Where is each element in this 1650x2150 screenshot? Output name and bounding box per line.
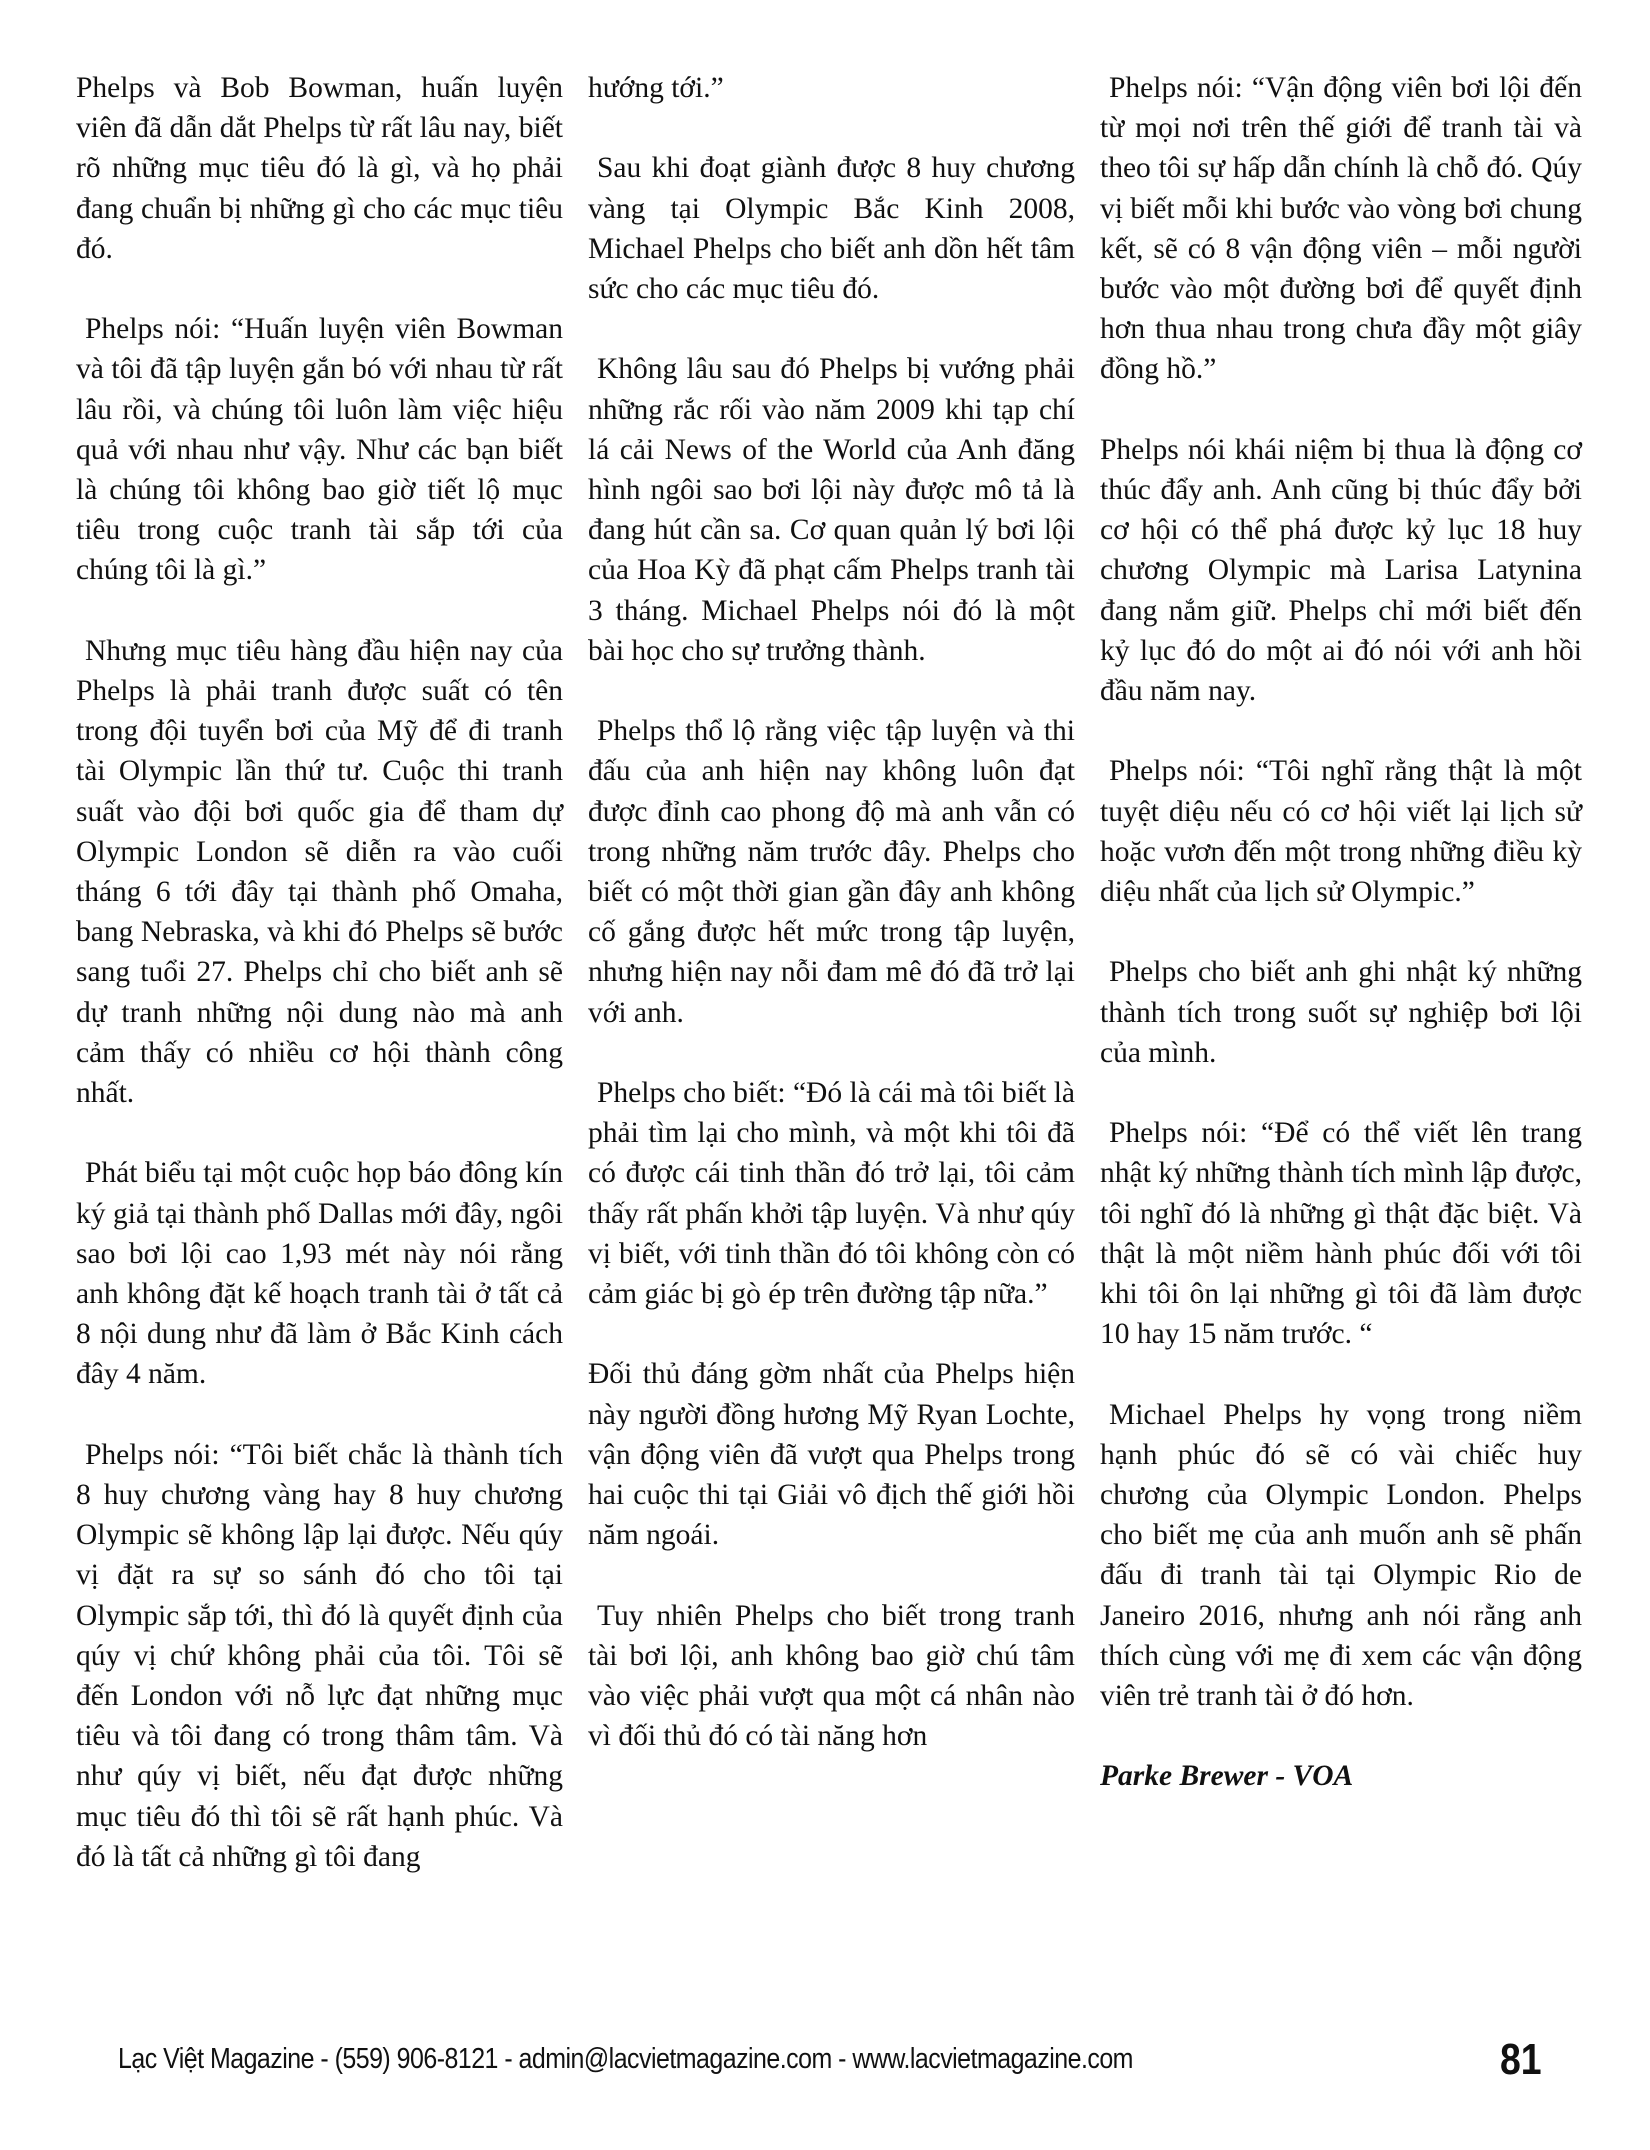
paragraph: Phelps và Bob Bowman, huấn luyện viên đã dẫn dắt Phelps từ rất lâu nay, biết rõ những mục tiêu đó là gì, và họ phải đang chuẩn bị những gì cho các mục tiêu đó. — [76, 72, 563, 265]
paragraph: Phelps nói: “Vận động viên bơi lội đến từ mọi nơi trên thế giới để tranh tài và theo tôi sự hấp dẫn chính là chỗ đó. Qúy vị biết mỗi khi bước vào vòng bơi chung kết, sẽ có 8 vận động viên – mỗi người bước vào một đường bơi để quyết định hơn thua nhau trong chưa đầy một giây đồng hồ.” — [1100, 72, 1582, 386]
footer-contact-info: Lạc Việt Magazine - (559) 906-8121 - admin@lacvietmagazine.com - www.lacvietmagazine.com — [118, 2043, 1133, 2075]
article-column-3 — [1100, 68, 1582, 1797]
article-column-2 — [588, 68, 1075, 1756]
page-footer — [0, 2035, 1650, 2095]
paragraph: Phelps thổ lộ rằng việc tập luyện và thi đấu của anh hiện nay không luôn đạt được đỉnh cao phong độ mà anh vẫn có trong những năm trước đây. Phelps cho biết có một thời gian gần đây anh không cố gắng được hết mức trong tập luyện, nhưng hiện nay nỗi đam mê đó đã trở lại với anh. — [588, 715, 1075, 1029]
paragraph: Phát biểu tại một cuộc họp báo đông kín ký giả tại thành phố Dallas mới đây, ngôi sao bơi lội cao 1,93 mét này nói rằng anh không đặt kế hoạch tranh tài ở tất cả 8 nội dung như đã làm ở Bắc Kinh cách đây 4 năm. — [76, 1157, 563, 1391]
paragraph: Phelps nói: “Tôi biết chắc là thành tích 8 huy chương vàng hay 8 huy chương Olympic sẽ không lập lại được. Nếu qúy vị đặt ra sự so sánh đó cho tôi tại Olympic sắp tới, thì đó là quyết định của qúy vị chứ không phải của tôi. Tôi sẽ đến London với nỗ lực đạt những mục tiêu và tôi đang có trong thâm tâm. Và như qúy vị biết, nếu đạt được những mục tiêu đó thì tôi sẽ rất hạnh phúc. Và đó là tất cả những gì tôi đang — [76, 1438, 563, 1873]
page-number: 81 — [1500, 2035, 1542, 2084]
paragraph: Phelps nói: “Tôi nghĩ rằng thật là một tuyệt diệu nếu có cơ hội viết lại lịch sử hoặc vươn đến một trong những điều kỳ diệu nhất của lịch sử Olympic.” — [1100, 755, 1582, 909]
paragraph: Không lâu sau đó Phelps bị vướng phải những rắc rối vào năm 2009 khi tạp chí lá cải News of the World của Anh đăng hình ngôi sao bơi lội này được mô tả là đang hút cần sa. Cơ quan quản lý bơi lội của Hoa Kỳ đã phạt cấm Phelps tranh tài 3 tháng. Michael Phelps nói đó là một bài học cho sự trưởng thành. — [588, 353, 1075, 667]
paragraph: Sau khi đoạt giành được 8 huy chương vàng tại Olympic Bắc Kinh 2008, Michael Phelps cho biết anh dồn hết tâm sức cho các mục tiêu đó. — [588, 152, 1075, 305]
paragraph: Phelps cho biết anh ghi nhật ký những thành tích trong suốt sự nghiệp bơi lội của mình. — [1100, 956, 1582, 1069]
article-byline: Parke Brewer - VOA — [1100, 1760, 1354, 1793]
paragraph: Nhưng mục tiêu hàng đầu hiện nay của Phelps là phải tranh được suất có tên trong đội tuyển bơi của Mỹ để đi tranh tài Olympic lần thứ tư. Cuộc thi tranh suất vào đội bơi quốc gia để tham dự Olympic London sẽ diễn ra vào cuối tháng 6 tới đây tại thành phố Omaha, bang Nebraska, và khi đó Phelps sẽ bước sang tuổi 27. Phelps chỉ cho biết anh sẽ dự tranh những nội dung nào mà anh cảm thấy có nhiều cơ hội thành công nhất. — [76, 634, 563, 1110]
article-column-1 — [76, 68, 563, 1877]
paragraph: Phelps nói: “Để có thể viết lên trang nhật ký những thành tích mình lập được, tôi nghĩ đó là những gì thật đặc biệt. Và thật là một niềm hành phúc đối với tôi khi tôi ôn lại những gì tôi đã làm được 10 hay 15 năm trước. “ — [1100, 1117, 1582, 1351]
paragraph: Phelps nói: “Huấn luyện viên Bowman và tôi đã tập luyện gắn bó với nhau từ rất lâu rồi, và chúng tôi luôn làm việc hiệu quả với nhau như vậy. Như các bạn biết là chúng tôi không bao giờ tiết lộ mục tiêu trong cuộc tranh tài sắp tới của chúng tôi là gì.” — [76, 313, 563, 587]
paragraph: Đối thủ đáng gờm nhất của Phelps hiện này người đồng hương Mỹ Ryan Lochte, vận động viên đã vượt qua Phelps trong hai cuộc thi tại Giải vô địch thế giới hồi năm ngoái. — [588, 1358, 1075, 1552]
paragraph: Tuy nhiên Phelps cho biết trong tranh tài bơi lội, anh không bao giờ chú tâm vào việc phải vượt qua một cá nhân nào vì đối thủ đó có tài năng hơn — [588, 1599, 1075, 1753]
paragraph: Michael Phelps hy vọng trong niềm hạnh phúc đó sẽ có vài chiếc huy chương của Olympic London. Phelps cho biết mẹ của anh muốn anh sẽ phấn đấu đi tranh tài tại Olympic Rio de Janeiro 2016, nhưng anh nói rằng anh thích cùng với mẹ đi xem các vận động viên trẻ tranh tài ở đó hơn. — [1100, 1398, 1582, 1713]
paragraph: Phelps cho biết: “Đó là cái mà tôi biết là phải tìm lại cho mình, và một khi tôi đã có được cái tinh thần đó trở lại, tôi cảm thấy rất phấn khởi tập luyện. Và như qúy vị biết, với tinh thần đó tôi không còn có cảm giác bị gò ép trên đường tập nữa.” — [588, 1077, 1075, 1311]
paragraph: Phelps nói khái niệm bị thua là động cơ thúc đẩy anh. Anh cũng bị thúc đẩy bởi cơ hội có thể phá được kỷ lục 18 huy chương Olympic mà Larisa Latynina đang nắm giữ. Phelps chỉ mới biết đến kỷ lục đó do một ai đó nói với anh hồi đầu năm nay. — [1100, 433, 1582, 708]
paragraph: hướng tới.” — [588, 72, 724, 104]
